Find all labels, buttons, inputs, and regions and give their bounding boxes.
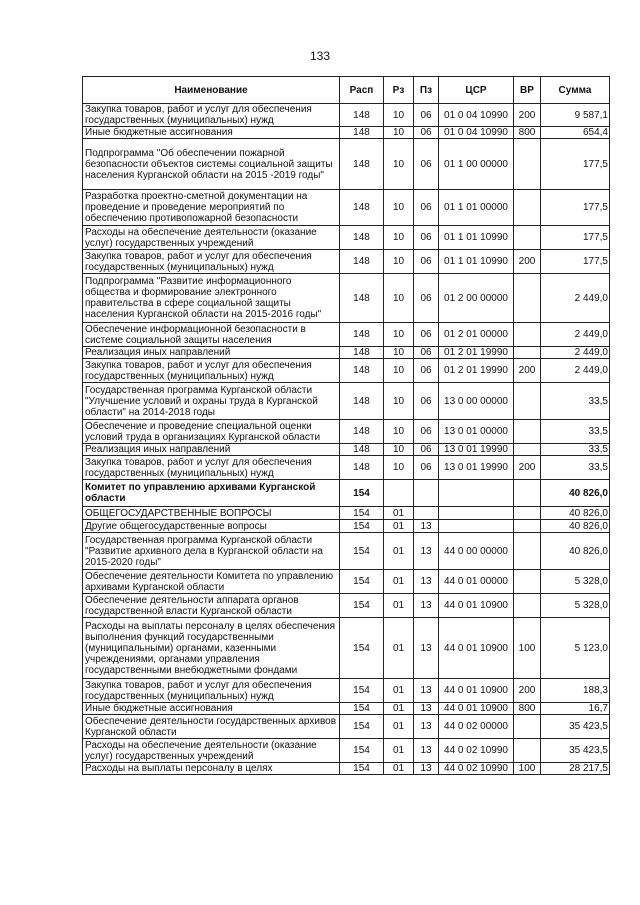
cell-rasp: 148	[340, 190, 384, 226]
cell-rasp: 148	[340, 104, 384, 127]
column-header-name: Наименование	[83, 77, 340, 104]
cell-pz: 06	[414, 226, 439, 250]
table-row	[83, 226, 610, 250]
page-number: 133	[309, 49, 331, 63]
column-header-vr: ВР	[514, 77, 541, 104]
column-header-pz: Пз	[414, 77, 439, 104]
cell-vr	[514, 226, 541, 250]
cell-csr: 01 2 00 00000	[439, 274, 514, 323]
cell-pz: 06	[414, 456, 439, 480]
cell-vr	[514, 533, 541, 570]
cell-sum: 33,5	[541, 420, 610, 444]
cell-pz: 13	[414, 520, 439, 533]
cell-rasp: 154	[340, 520, 384, 533]
table-row	[83, 507, 610, 520]
cell-vr: 100	[514, 618, 541, 679]
cell-sum: 9 587,1	[541, 104, 610, 127]
cell-name: Государственная программа Курганской области "Улучшение условий и охраны труда в Курганской области" на 2014-2018 годы	[83, 383, 340, 420]
cell-rasp: 148	[340, 139, 384, 190]
cell-csr: 44 0 02 00000	[439, 715, 514, 739]
cell-rasp: 148	[340, 444, 384, 456]
cell-csr: 44 0 01 10900	[439, 618, 514, 679]
cell-vr	[514, 274, 541, 323]
cell-csr	[439, 507, 514, 520]
cell-rasp: 148	[340, 274, 384, 323]
cell-pz: 06	[414, 274, 439, 323]
cell-name: Расходы на обеспечение деятельности (оказание услуг) государственных учреждений	[83, 739, 340, 763]
cell-sum: 33,5	[541, 383, 610, 420]
cell-sum: 5 123,0	[541, 618, 610, 679]
cell-sum: 188,3	[541, 679, 610, 703]
cell-rz: 10	[384, 359, 414, 383]
cell-rz: 01	[384, 520, 414, 533]
cell-pz: 13	[414, 594, 439, 618]
cell-csr: 01 0 04 10990	[439, 127, 514, 139]
column-header-rasp: Расп	[340, 77, 384, 104]
cell-name: Обеспечение деятельности государственных архивов Курганской области	[83, 715, 340, 739]
cell-pz: 06	[414, 347, 439, 359]
cell-csr: 44 0 02 10990	[439, 763, 514, 775]
cell-rz: 01	[384, 507, 414, 520]
cell-sum: 2 449,0	[541, 274, 610, 323]
cell-rasp: 154	[340, 533, 384, 570]
column-header-rz: Рз	[384, 77, 414, 104]
cell-vr	[514, 739, 541, 763]
cell-rz	[384, 480, 414, 507]
cell-csr: 44 0 00 00000	[439, 533, 514, 570]
cell-csr: 01 2 01 00000	[439, 323, 514, 347]
cell-pz: 06	[414, 383, 439, 420]
cell-rz: 10	[384, 456, 414, 480]
cell-csr: 13 0 01 19990	[439, 456, 514, 480]
table-row	[83, 618, 610, 679]
cell-rasp: 154	[340, 570, 384, 594]
cell-name: Расходы на выплаты персоналу в целях обеспечения выполнения функций государственными (муниципальными) органами, казенными учреждениями, органами управления государственными внебюджетными фондами	[83, 618, 340, 679]
cell-csr: 13 0 00 00000	[439, 383, 514, 420]
table-row	[83, 520, 610, 533]
cell-rz: 10	[384, 250, 414, 274]
cell-vr	[514, 323, 541, 347]
budget-table	[82, 76, 610, 775]
cell-name: Обеспечение информационной безопасности в системе социальной защиты населения	[83, 323, 340, 347]
cell-rz: 01	[384, 763, 414, 775]
cell-vr: 200	[514, 679, 541, 703]
cell-vr	[514, 594, 541, 618]
cell-sum: 40 826,0	[541, 480, 610, 507]
cell-pz: 13	[414, 739, 439, 763]
cell-sum: 2 449,0	[541, 359, 610, 383]
cell-csr: 13 0 01 19990	[439, 444, 514, 456]
cell-vr: 200	[514, 250, 541, 274]
cell-sum: 40 826,0	[541, 507, 610, 520]
cell-name: Обеспечение деятельности аппарата органов государственной власти Курганской области	[83, 594, 340, 618]
cell-pz: 13	[414, 570, 439, 594]
cell-csr: 01 2 01 19990	[439, 359, 514, 383]
cell-rz: 01	[384, 570, 414, 594]
cell-vr: 200	[514, 359, 541, 383]
table-row	[83, 359, 610, 383]
cell-pz: 06	[414, 420, 439, 444]
cell-pz: 06	[414, 104, 439, 127]
cell-rasp: 148	[340, 250, 384, 274]
cell-vr	[514, 444, 541, 456]
cell-rasp: 148	[340, 226, 384, 250]
cell-rz: 01	[384, 679, 414, 703]
cell-vr: 800	[514, 127, 541, 139]
cell-vr	[514, 347, 541, 359]
cell-csr	[439, 520, 514, 533]
cell-vr: 800	[514, 703, 541, 715]
cell-csr: 01 1 01 10990	[439, 226, 514, 250]
cell-sum: 40 826,0	[541, 533, 610, 570]
table-row	[83, 533, 610, 570]
cell-rz: 10	[384, 420, 414, 444]
cell-name: Подпрограмма "Развитие информационного общества и формирование электронного правительства в сфере социальной защиты населения Курганской области на 2015-2016 годы"	[83, 274, 340, 323]
table-row	[83, 480, 610, 507]
cell-rasp: 154	[340, 679, 384, 703]
cell-sum: 16,7	[541, 703, 610, 715]
cell-name: ОБЩЕГОСУДАРСТВЕННЫЕ ВОПРОСЫ	[83, 507, 340, 520]
cell-name: Другие общегосударственные вопросы	[83, 520, 340, 533]
cell-rasp: 148	[340, 420, 384, 444]
cell-name: Расходы на выплаты персоналу в целях	[83, 763, 340, 775]
cell-rasp: 154	[340, 739, 384, 763]
cell-rasp: 154	[340, 703, 384, 715]
cell-rz: 10	[384, 104, 414, 127]
table-row	[83, 190, 610, 226]
cell-vr	[514, 139, 541, 190]
cell-name: Закупка товаров, работ и услуг для обеспечения государственных (муниципальных) нужд	[83, 359, 340, 383]
cell-name: Обеспечение деятельности Комитета по управлению архивами Курганской области	[83, 570, 340, 594]
cell-rasp: 148	[340, 359, 384, 383]
cell-csr: 44 0 02 10990	[439, 739, 514, 763]
cell-csr	[439, 480, 514, 507]
cell-sum: 177,5	[541, 226, 610, 250]
table-row	[83, 763, 610, 775]
table-row	[83, 570, 610, 594]
cell-name: Иные бюджетные ассигнования	[83, 703, 340, 715]
cell-name: Государственная программа Курганской области "Развитие архивного дела в Курганской области на 2015-2020 годы"	[83, 533, 340, 570]
cell-vr	[514, 420, 541, 444]
cell-vr	[514, 190, 541, 226]
cell-vr	[514, 383, 541, 420]
table-body	[83, 104, 610, 775]
table-row	[83, 420, 610, 444]
cell-name: Комитет по управлению архивами Курганской области	[83, 480, 340, 507]
cell-rz: 10	[384, 226, 414, 250]
table-row	[83, 274, 610, 323]
table-row	[83, 347, 610, 359]
cell-csr: 13 0 01 00000	[439, 420, 514, 444]
cell-pz: 13	[414, 763, 439, 775]
cell-vr	[514, 507, 541, 520]
cell-pz: 06	[414, 323, 439, 347]
cell-name: Разработка проектно-сметной документации на проведение и проведение мероприятий по обеспечению противопожарной безопасности	[83, 190, 340, 226]
cell-sum: 177,5	[541, 139, 610, 190]
cell-rz: 01	[384, 618, 414, 679]
table-row	[83, 594, 610, 618]
cell-rasp: 148	[340, 383, 384, 420]
cell-rasp: 154	[340, 480, 384, 507]
cell-rasp: 154	[340, 618, 384, 679]
cell-vr	[514, 570, 541, 594]
column-header-sum: Сумма	[541, 77, 610, 104]
cell-rasp: 148	[340, 456, 384, 480]
cell-rz: 10	[384, 139, 414, 190]
cell-rasp: 148	[340, 127, 384, 139]
cell-vr	[514, 520, 541, 533]
cell-sum: 33,5	[541, 456, 610, 480]
cell-rasp: 154	[340, 594, 384, 618]
cell-vr: 100	[514, 763, 541, 775]
cell-rz: 10	[384, 444, 414, 456]
cell-sum: 654,4	[541, 127, 610, 139]
cell-pz: 13	[414, 618, 439, 679]
cell-sum: 28 217,5	[541, 763, 610, 775]
cell-name: Закупка товаров, работ и услуг для обеспечения государственных (муниципальных) нужд	[83, 456, 340, 480]
cell-name: Иные бюджетные ассигнования	[83, 127, 340, 139]
cell-rasp: 154	[340, 507, 384, 520]
cell-pz: 06	[414, 444, 439, 456]
cell-rasp: 148	[340, 347, 384, 359]
table-row	[83, 323, 610, 347]
cell-pz: 13	[414, 703, 439, 715]
table-row	[83, 739, 610, 763]
cell-csr: 01 1 01 10990	[439, 250, 514, 274]
cell-rz: 10	[384, 190, 414, 226]
cell-pz: 06	[414, 139, 439, 190]
cell-rz: 10	[384, 383, 414, 420]
cell-sum: 40 826,0	[541, 520, 610, 533]
cell-pz: 06	[414, 127, 439, 139]
cell-vr	[514, 480, 541, 507]
cell-name: Закупка товаров, работ и услуг для обеспечения государственных (муниципальных) нужд	[83, 104, 340, 127]
cell-vr: 200	[514, 104, 541, 127]
cell-rz: 01	[384, 703, 414, 715]
cell-sum: 5 328,0	[541, 594, 610, 618]
cell-name: Подпрограмма "Об обеспечении пожарной безопасности объектов системы социальной защиты населения Курганской области на 2015 -2019 годы"	[83, 139, 340, 190]
cell-csr: 01 1 01 00000	[439, 190, 514, 226]
table-row	[83, 703, 610, 715]
table-row	[83, 139, 610, 190]
cell-sum: 2 449,0	[541, 323, 610, 347]
cell-name: Реализация иных направлений	[83, 347, 340, 359]
cell-name: Закупка товаров, работ и услуг для обеспечения государственных (муниципальных) нужд	[83, 679, 340, 703]
cell-rz: 10	[384, 323, 414, 347]
cell-vr	[514, 715, 541, 739]
cell-csr: 01 1 00 00000	[439, 139, 514, 190]
cell-csr: 44 0 01 10900	[439, 594, 514, 618]
cell-pz: 06	[414, 359, 439, 383]
cell-name: Закупка товаров, работ и услуг для обеспечения государственных (муниципальных) нужд	[83, 250, 340, 274]
cell-pz	[414, 507, 439, 520]
cell-pz: 06	[414, 190, 439, 226]
cell-sum: 177,5	[541, 250, 610, 274]
table-row	[83, 679, 610, 703]
column-header-csr: ЦСР	[439, 77, 514, 104]
cell-sum: 35 423,5	[541, 739, 610, 763]
cell-pz: 06	[414, 250, 439, 274]
cell-pz	[414, 480, 439, 507]
cell-sum: 2 449,0	[541, 347, 610, 359]
cell-sum: 5 328,0	[541, 570, 610, 594]
table-row	[83, 250, 610, 274]
cell-sum: 33,5	[541, 444, 610, 456]
cell-pz: 13	[414, 679, 439, 703]
cell-csr: 44 0 01 00000	[439, 570, 514, 594]
table-row	[83, 444, 610, 456]
cell-rz: 10	[384, 127, 414, 139]
cell-sum: 35 423,5	[541, 715, 610, 739]
cell-vr: 200	[514, 456, 541, 480]
table-row	[83, 127, 610, 139]
cell-rz: 10	[384, 347, 414, 359]
cell-pz: 13	[414, 533, 439, 570]
cell-rz: 01	[384, 594, 414, 618]
cell-rz: 01	[384, 739, 414, 763]
table-header	[83, 77, 610, 104]
cell-csr: 01 0 04 10990	[439, 104, 514, 127]
cell-name: Реализация иных направлений	[83, 444, 340, 456]
cell-csr: 01 2 01 19990	[439, 347, 514, 359]
cell-sum: 177,5	[541, 190, 610, 226]
cell-rasp: 154	[340, 715, 384, 739]
table-row	[83, 104, 610, 127]
table-row	[83, 715, 610, 739]
cell-rasp: 154	[340, 763, 384, 775]
cell-rasp: 148	[340, 323, 384, 347]
table-row	[83, 383, 610, 420]
cell-rz: 01	[384, 715, 414, 739]
cell-csr: 44 0 01 10900	[439, 703, 514, 715]
cell-name: Расходы на обеспечение деятельности (оказание услуг) государственных учреждений	[83, 226, 340, 250]
cell-pz: 13	[414, 715, 439, 739]
table-row	[83, 456, 610, 480]
cell-rz: 10	[384, 274, 414, 323]
cell-rz: 01	[384, 533, 414, 570]
cell-name: Обеспечение и проведение специальной оценки условий труда в организациях Курганской области	[83, 420, 340, 444]
cell-csr: 44 0 01 10900	[439, 679, 514, 703]
